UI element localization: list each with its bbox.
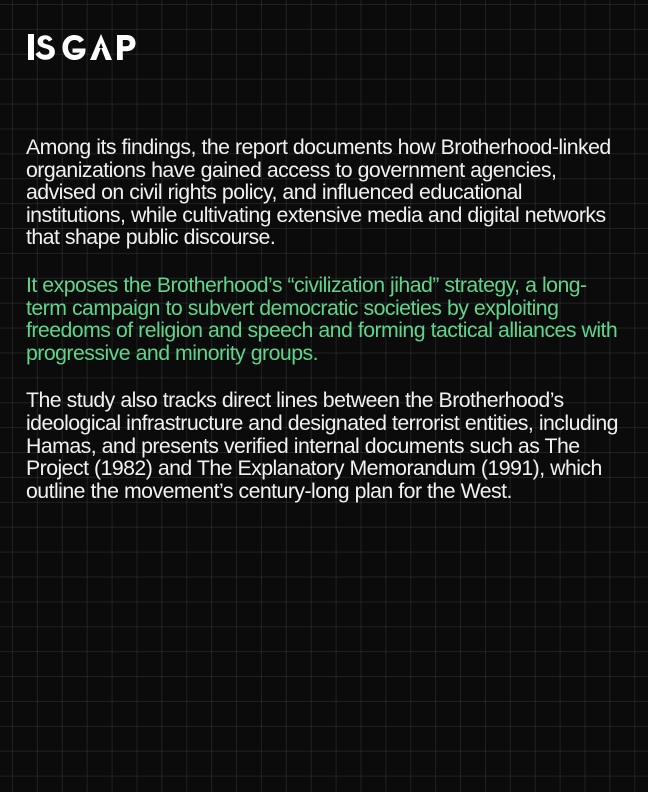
isgap-logo	[27, 30, 157, 66]
paragraph-civilization-jihad: It exposes the Brotherhood’s “civilization jihad” strategy, a long-term campaign to subvert democratic societies by exploiting freedoms of religion and speech and forming tactical alliances with progressive and minority groups.	[26, 272, 618, 365]
paragraph-terrorist-links: The study also tracks direct lines between the Brotherhood’s ideological infrastructure and designated terrorist entities, including Hamas, and presents verified internal documents such as The Project (1982) and The Explanatory Memorandum (1991), which outline the movement’s century-long plan for the West.	[26, 388, 618, 503]
isgap-logo-mark	[27, 30, 157, 66]
paragraph-findings: Among its findings, the report documents how Brotherhood-linked organizations have gained access to government agencies, advised on civil rights policy, and influenced educational institutions, while cultivating extensive media and digital networks that shape public discourse.	[26, 135, 611, 250]
article-body	[26, 136, 626, 527]
